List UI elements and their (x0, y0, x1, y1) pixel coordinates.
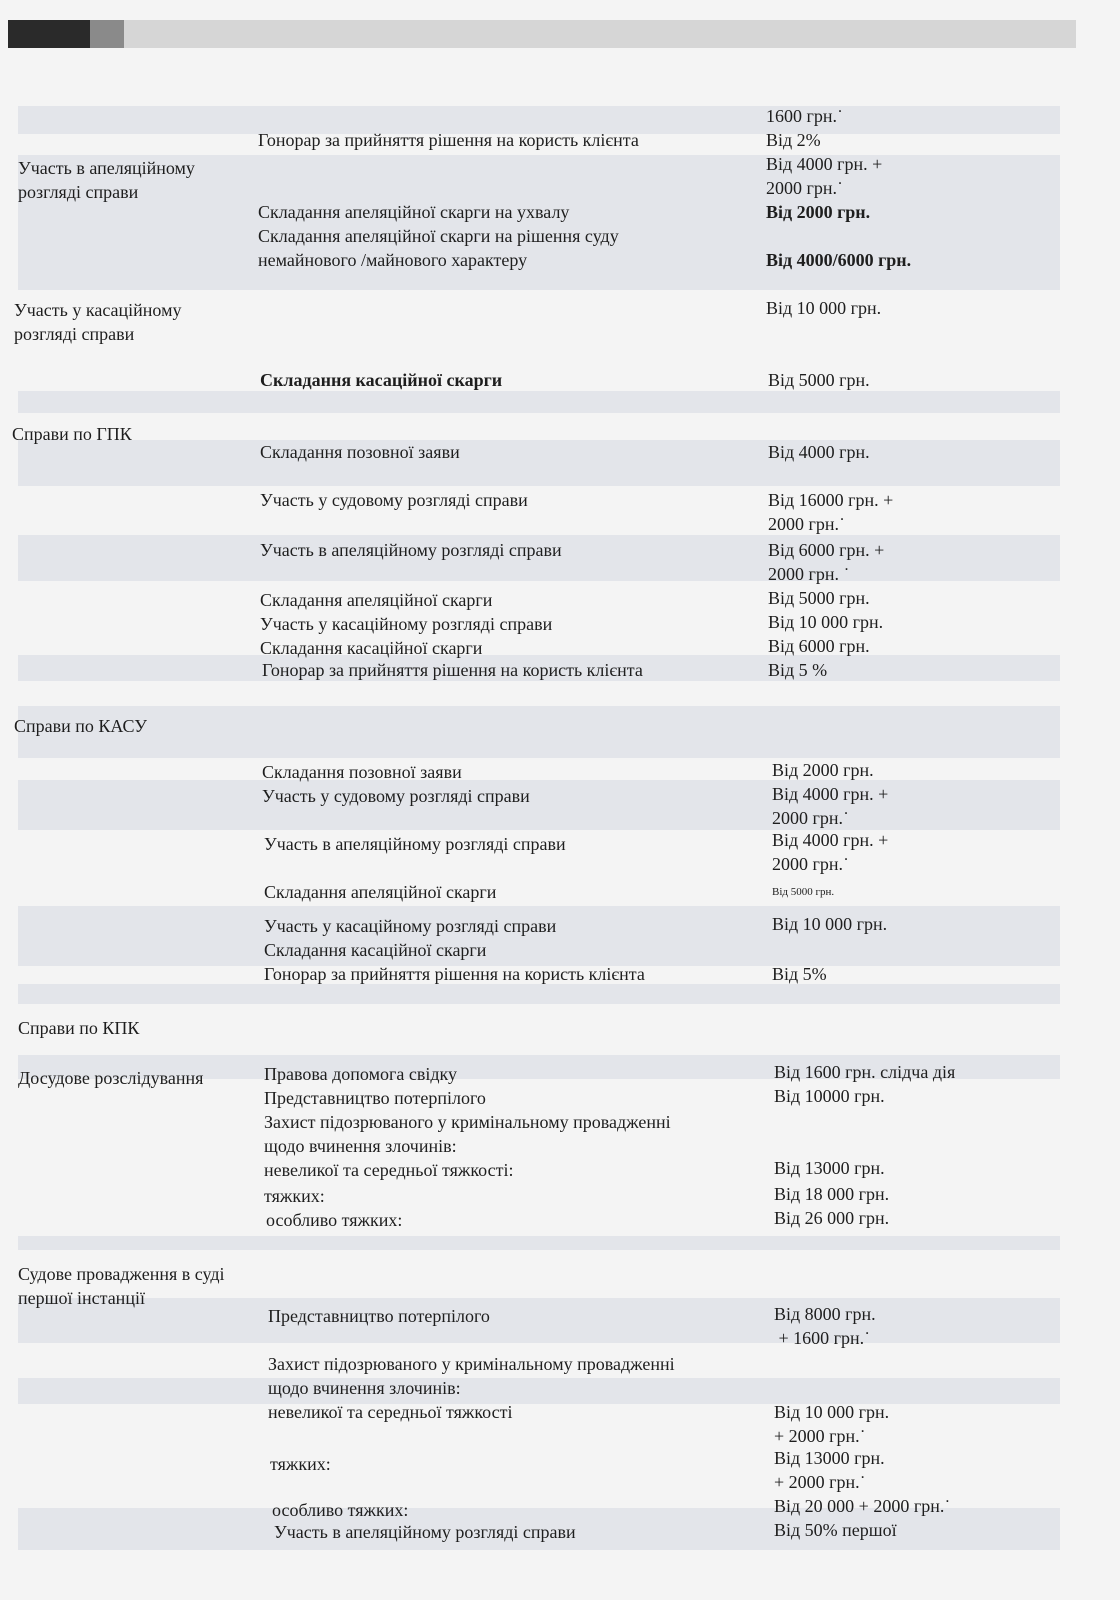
price-value: Від 4000 грн. (768, 442, 870, 462)
service-label: немайнового /майнового характеру (258, 250, 528, 270)
service-label: Складання апеляційної скарги (264, 882, 497, 902)
row-band (18, 780, 1060, 830)
service-label: Участь у касаційному розгляді справи (260, 614, 553, 634)
price-value: Від 5 % (768, 660, 828, 680)
service-label: щодо вчинення злочинів: (268, 1378, 461, 1398)
service-label: щодо вчинення злочинів: (264, 1136, 457, 1156)
service-label: Складання позовної заяви (262, 762, 462, 782)
price-value: 2000 грн.˙ (768, 514, 846, 534)
service-label: Складання касаційної скарги (264, 940, 487, 960)
service-label: тяжких: (270, 1454, 331, 1474)
price-value: Від 4000 грн. + (766, 154, 883, 174)
section-gpk: Справи по ГПК (12, 424, 132, 444)
price-value: Від 10 000 грн. (772, 914, 888, 934)
price-value: + 2000 грн.˙ (774, 1426, 866, 1446)
price-value: Від 5000 грн. (768, 588, 870, 608)
price-value: Від 13000 грн. (774, 1448, 885, 1468)
service-label: Складання апеляційної скарги на ухвалу (258, 202, 570, 222)
service-label: Участь у касаційному розгляді справи (264, 916, 557, 936)
price-value: Від 20 000 + 2000 грн.˙ (774, 1496, 951, 1516)
section-kasu: Справи по КАСУ (14, 716, 148, 736)
service-label: Гонорар за прийняття рішення на користь клієнта (262, 660, 643, 680)
section-kpk: Справи по КПК (18, 1018, 140, 1038)
service-label: Участь в апеляційному розгляді справи (264, 834, 566, 854)
price-value: Від 4000 грн. + (772, 830, 889, 850)
section-appeal-line2: розгляді справи (18, 182, 139, 202)
service-label: Захист підозрюваного у кримінальному провадженні (264, 1112, 671, 1132)
row-band (18, 1236, 1060, 1250)
price-value: Від 26 000 грн. (774, 1208, 890, 1228)
service-label: невеликої та середньої тяжкості (268, 1402, 513, 1422)
price-value: Від 4000 грн. + (772, 784, 889, 804)
row-band (18, 984, 1060, 1004)
price-value: Від 5000 грн. (768, 370, 870, 390)
service-label: тяжких: (264, 1186, 325, 1206)
service-label: Участь в апеляційному розгляді справи (274, 1522, 576, 1542)
service-label: Правова допомога свідку (264, 1064, 457, 1084)
section-first-instance-line1: Судове провадження в суді (18, 1264, 225, 1284)
price-value: Від 50% першої (774, 1520, 897, 1540)
price-value: Від 10 000 грн. (768, 612, 884, 632)
service-label: Складання касаційної скарги (260, 638, 483, 658)
service-label: Захист підозрюваного у кримінальному провадженні (268, 1354, 675, 1374)
price-value: 2000 грн.˙ (766, 178, 844, 198)
row-band (18, 1378, 1060, 1404)
service-label: Гонорар за прийняття рішення на користь клієнта (264, 964, 645, 984)
service-label: Представництво потерпілого (268, 1306, 490, 1326)
service-label: особливо тяжких: (272, 1500, 409, 1520)
price-value: Від 1600 грн. слідча дія (774, 1062, 956, 1082)
price-value: Від 2000 грн. (766, 202, 871, 222)
row-band (18, 706, 1060, 758)
row-band (18, 391, 1060, 413)
service-label: невеликої та середньої тяжкості: (264, 1160, 514, 1180)
service-label: Участь у судовому розгляді справи (262, 786, 530, 806)
service-label: Участь в апеляційному розгляді справи (260, 540, 562, 560)
price-value: Від 6000 грн. + (768, 540, 885, 560)
price-value: 2000 грн.˙ (772, 808, 850, 828)
price-value: Від 4000/6000 грн. (766, 250, 912, 270)
price-value: Від 8000 грн. (774, 1304, 876, 1324)
price-value: 2000 грн.˙ (772, 854, 850, 874)
service-label: Складання апеляційної скарги на рішення суду (258, 226, 619, 246)
section-pretrial: Досудове розслідування (18, 1068, 204, 1088)
service-label: Складання касаційної скарги (260, 370, 503, 390)
price-value: Від 6000 грн. (768, 636, 870, 656)
page-header-bar (8, 20, 1076, 48)
price-value: Від 10000 грн. (774, 1086, 885, 1106)
service-label: Складання позовної заяви (260, 442, 460, 462)
header-dark-block (8, 20, 90, 48)
header-gray-block (90, 20, 124, 48)
price-value: Від 16000 грн. + (768, 490, 894, 510)
row-band (18, 440, 1060, 486)
service-label: Участь у судовому розгляді справи (260, 490, 528, 510)
section-first-instance-line2: першої інстанції (18, 1288, 145, 1308)
price-value: Від 10 000 грн. (766, 298, 882, 318)
price-value: 2000 грн. ˙ (768, 564, 850, 584)
price-value: 1600 грн.˙ (766, 106, 844, 126)
section-cassation-line1: Участь у касаційному (14, 300, 182, 320)
price-value: Від 5000 грн. (772, 886, 835, 898)
price-value: + 1600 грн.˙ (774, 1328, 871, 1348)
section-appeal-line1: Участь в апеляційному (18, 158, 195, 178)
row-band (18, 1298, 1060, 1343)
price-value: Від 2000 грн. (772, 760, 874, 780)
service-label: Гонорар за прийняття рішення на користь клієнта (258, 130, 639, 150)
price-value: Від 10 000 грн. (774, 1402, 890, 1422)
service-label: Складання апеляційної скарги (260, 590, 493, 610)
price-value: Від 13000 грн. (774, 1158, 885, 1178)
price-value: + 2000 грн.˙ (774, 1472, 866, 1492)
service-label: Представництво потерпілого (264, 1088, 486, 1108)
price-value: Від 18 000 грн. (774, 1184, 890, 1204)
price-value: Від 5% (772, 964, 827, 984)
service-label: особливо тяжких: (266, 1210, 403, 1230)
price-value: Від 2% (766, 130, 821, 150)
section-cassation-line2: розгляді справи (14, 324, 135, 344)
